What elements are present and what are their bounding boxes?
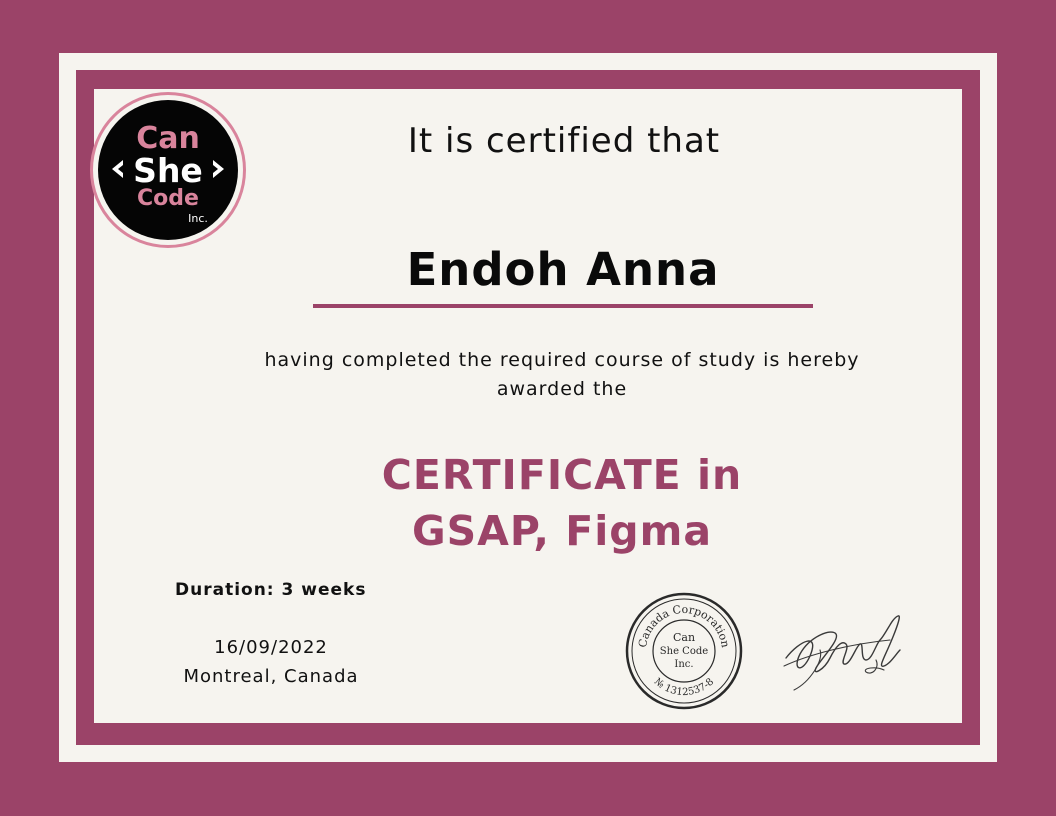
chevron-left-icon — [108, 158, 130, 180]
can-she-code-logo — [90, 92, 246, 248]
recipient-name: Endoh Anna — [406, 243, 720, 296]
name-underline — [313, 304, 813, 308]
stamp-center-line-1: Can — [672, 631, 696, 644]
certified-intro: It is certified that — [407, 121, 721, 161]
certificate-title-line-1: CERTIFICATE in — [381, 451, 743, 499]
issue-date: 16/09/2022 — [214, 637, 328, 658]
stamp-center-line-3: Inc. — [674, 659, 694, 670]
chevron-right-icon — [206, 158, 228, 180]
completion-statement — [200, 346, 924, 404]
certificate-title-line-2: GSAP, Figma — [411, 507, 713, 555]
course-duration: Duration: 3 weeks — [175, 580, 367, 600]
logo-text-inc: Inc. — [188, 212, 208, 225]
issue-location: Montreal, Canada — [183, 666, 359, 687]
logo-text-she: She — [133, 151, 203, 190]
logo-text-can: Can — [136, 121, 200, 156]
completion-line-1: having completed the required course of study is hereby — [264, 349, 860, 371]
logo-text-code: Code — [137, 186, 199, 211]
completion-line-2: awarded the — [496, 378, 628, 400]
certificate-title — [262, 447, 862, 559]
stamp-bottom-text: № 1312537-8 — [651, 676, 717, 699]
stamp-center-line-2: She Code — [659, 646, 709, 657]
corporate-seal-stamp — [624, 591, 744, 711]
handwritten-signature — [780, 610, 910, 696]
logo-badge — [98, 100, 238, 240]
stamp-top-text: Canada Corporation — [636, 602, 732, 649]
